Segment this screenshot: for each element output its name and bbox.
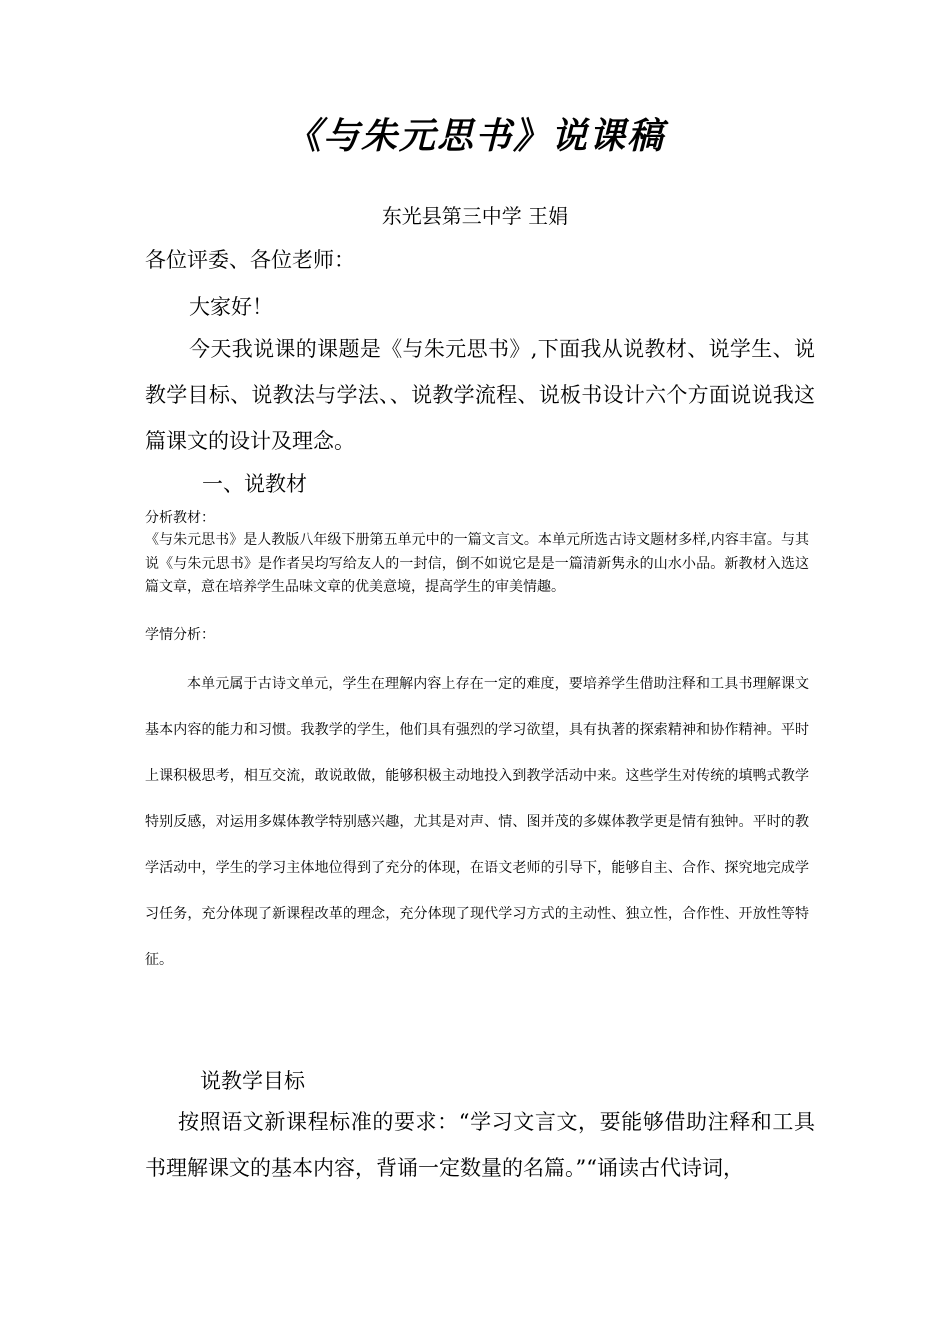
- author-line: 东光县第三中学 王娟: [381, 204, 569, 228]
- intro-paragraph: 今天我说课的课题是《与朱元思书》,下面我从说教材、说学生、说教学目标、说教法与学法、、说教学流程、说板书设计六个方面说说我这篇课文的设计及理念。: [145, 337, 815, 453]
- analysis-paragraph: 《与朱元思书》是人教版八年级下册第五单元中的一篇文言文。本单元所选古诗文题材多样,内容丰富。与其说《与朱元思书》是作者吴均写给友人的一封信，倒不如说它是是一篇清新隽永的山水小品。新教材入选这篇文章，意在培养学生品味文章的优美意境，提高学生的审美情趣。: [145, 532, 809, 595]
- analysis-label: 分析教材：: [145, 510, 215, 526]
- student-analysis-paragraph: 本单元属于古诗文单元，学生在理解内容上存在一定的难度，要培养学生借助注释和工具书理解课文基本内容的能力和习惯。我教学的学生，他们具有强烈的学习欲望，具有执著的探索精神和协作精神。平时上课积极思考，相互交流，敢说敢做，能够积极主动地投入到教学活动中来。这些学生对传统的填鸭式教学特别反感，对运用多媒体教学特别感兴趣，尤其是对声、情、图并茂的多媒体教学更是情有独钟。平时的教学活动中，学生的学习主体地位得到了充分的体现，在语文老师的引导下，能够自主、合作、探究地完成学习任务，充分体现了新课程改革的理念，充分体现了现代学习方式的主动性、独立性，合作性、开放性等特征。: [145, 676, 809, 968]
- document-title: 《与朱元思书》说课稿: [284, 116, 665, 157]
- hello-line: 大家好！: [189, 295, 273, 319]
- goals-paragraph: 按照语文新课程标准的要求：“学习文言文，要能够借助注释和工具书理解课文的基本内容，背诵一定数量的名篇。”“诵读古代诗词，: [145, 1110, 815, 1180]
- student-analysis-label: 学情分析：: [145, 627, 215, 643]
- section-heading-goals: 说教学目标: [200, 1069, 305, 1093]
- section-heading-textbook: 一、说教材: [202, 472, 307, 496]
- greeting-line: 各位评委、各位老师：: [145, 248, 355, 272]
